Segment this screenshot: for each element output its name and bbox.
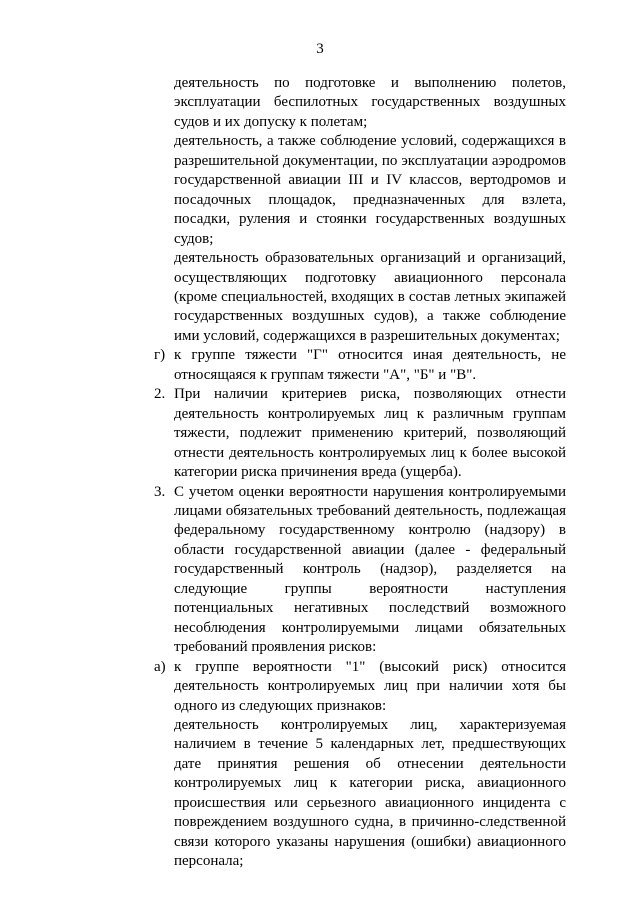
- page-number: 3: [316, 41, 324, 57]
- paragraph-6: [154, 483, 566, 658]
- paragraph-marker: г): [154, 347, 166, 364]
- paragraph-text: деятельность по подготовке и выполнению полетов, эксплуатации беспилотных государственных воздушных судов и их допуску к полетам;: [174, 75, 566, 130]
- paragraph-4: [154, 346, 566, 385]
- paragraph-8: [174, 716, 566, 872]
- paragraph-1: [174, 74, 566, 132]
- paragraph-text: к группе вероятности "1" (высокий риск) относится деятельность контролируемых лиц при наличии хотя бы одного из следующих признаков:: [174, 658, 566, 714]
- paragraph-text: деятельность, а также соблюдение условий, содержащихся в разрешительной документации, по эксплуатации аэродромов государственной авиации III и IV классов, вертодромов и посадочных площадок, предназначенных для взлета, посадки, руления и стоянки государственных воздушных судов;: [174, 133, 566, 247]
- paragraph-text: к группе тяжести "Г" относится иная деятельность, не относящаяся к группам тяжести "А", "Б" и "В".: [174, 347, 566, 383]
- paragraph-marker: 3.: [154, 483, 166, 500]
- paragraph-marker: 2.: [154, 386, 166, 403]
- paragraph-text: деятельность контролируемых лиц, характеризуемая наличием в течение 5 календарных лет, предшествующих дате принятия решения об отнесении деятельности контролируемых лиц к категории риска, авиационного происшествия или серьезного авиационного инцидента с повреждением воздушного судна, в причинно-следственной связи которого указаны нарушения (ошибки) авиационного персонала;: [174, 716, 566, 870]
- paragraph-text: деятельность образовательных организаций и организаций, осуществляющих подготовку авиационного персонала (кроме специальностей, входящих в состав летных экипажей государственных воздушных судов), а также соблюдение ими условий, содержащихся в разрешительных документах;: [174, 250, 566, 344]
- paragraph-3: [174, 249, 566, 346]
- paragraph-text: С учетом оценки вероятности нарушения контролируемыми лицами обязательных требований деятельность, подлежащая федеральному государственному контролю (надзору) в области государственной авиации (далее - федеральный государственный контроль (надзор), разделяется на следующие группы вероятности наступления потенциальных негативных последствий возможного несоблюдения контролируемыми лицами обязательных требований проявления рисков:: [174, 483, 566, 656]
- paragraph-5: [154, 385, 566, 482]
- paragraph-marker: а): [154, 658, 166, 675]
- paragraph-7: [154, 658, 566, 716]
- paragraph-2: [174, 132, 566, 249]
- document-body: [154, 74, 566, 872]
- paragraph-text: При наличии критериев риска, позволяющих отнести деятельность контролируемых лиц к различным группам тяжести, подлежит применению критерий, позволяющий отнести деятельность контролируемых лиц к более высокой категории риска причинения вреда (ущерба).: [174, 386, 566, 481]
